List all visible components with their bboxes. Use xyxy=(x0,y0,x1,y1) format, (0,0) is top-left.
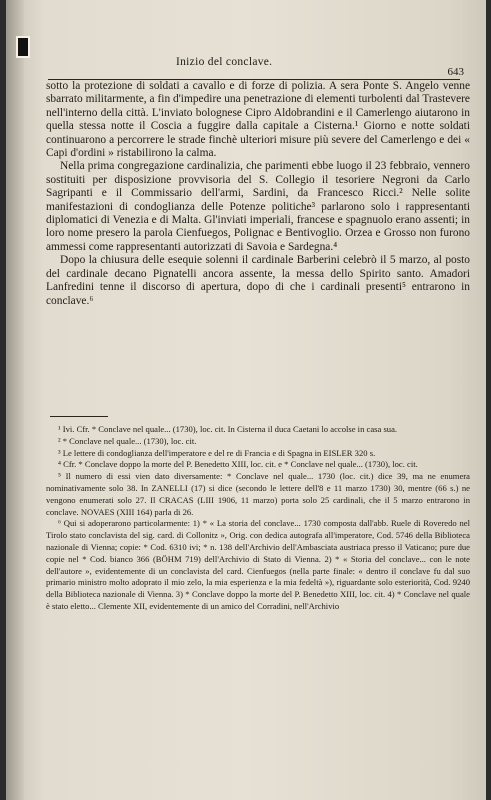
body-paragraph: Nella prima congregazione cardinalizia, che parimenti ebbe luogo il 23 febbraio, vennero sostituiti per disposizione provvisoria del S. Collegio il tesoriere Negroni da Carlo Sagripanti e il Commissario dell'armi, Sardini, da Francesco Ricci.² Nelle solite manifestazioni di condoglianza delle Potenze politiche³ parlarono solo i rappresentanti diplomatici di Venezia e di Malta. Gl'inviati imperiali, francese e spagnuolo erano assenti; in loro nome presero la parola Cienfuegos, Polignac e Bentivoglio. Orzea e Grosso non furono ammessi come rappresentanti autorizzati di Savoia e Sardegna.⁴ xyxy=(46,160,470,253)
body-paragraph: sotto la protezione di soldati a cavallo e di forze di polizia. A sera Ponte S. Angelo venne sbarrato militarmente, a fin d'impedire una penetrazione di elementi turbolenti dal Trastevere nell'interno della città. L'inviato bolognese Cipro Aldobrandini e il Camerlengo aiutarono in quella stessa notte il Coscia a fuggire dalla capitale a Cisterna.¹ Giorno e notte soldati continuarono a percorrere le strade finchè ulteriori misure più severe del Camerlengo e dei « Capi d'ordini » ristabilirono la calma. xyxy=(46,80,470,160)
footnote: ⁶ Qui si adoperarono particolarmente: 1) * « La storia del conclave... 1730 composta dall'abb. Ruele di Roveredo nel Tirolo stato conclavista del sig. card. di Collonitz », Orig. con dedica autografa all'imperatore, Cod. 5746 della Biblioteca nazionale di Vienna; copie: * Cod. 6310 ivi; * n. 138 dell'Archivio dell'Ambasciata austriaca presso il Vaticano; pure due copie nel * Cod. bianco 366 (BÖHM 719) dell'Archivio di Stato di Vienna. 2) * « Storia del conclave... con le note dell'autore », evidentemente di un conclavista del card. Cienfuegos (nella parte finale: « dentro il conclave fu dal suo primario ministro molto adoprato il mio zelo, la mia esperienza e la mia fedeltà »), riguardante solo esteriorità, Cod. 9240 della Biblioteca nazionale di Vienna. 3) * Conclave doppo la morte del P. Benedetto XIII, loc. cit. 4) * Conclave nel quale è stato eletto... Clemente XII, evidentemente di un amico del Corradini, nell'Archivio xyxy=(46,518,470,611)
page-number: 643 xyxy=(447,66,464,78)
body-text xyxy=(46,80,470,308)
body-paragraph: Dopo la chiusura delle esequie solenni il cardinale Barberini celebrò il 5 marzo, al posto del cardinale decano Pignatelli ancora assente, la messa dello Spirito santo. Amadori Lanfredini tenne il discorso di apertura, dopo di che i cardinali presenti⁵ entrarono in conclave.⁶ xyxy=(46,254,470,307)
running-head: Inizio del conclave. xyxy=(176,56,273,68)
footnotes xyxy=(46,424,470,613)
page-binding-shadow xyxy=(6,0,24,800)
footnote: ² * Conclave nel quale... (1730), loc. cit. xyxy=(58,435,197,446)
book-page xyxy=(6,0,486,800)
footnote-rule xyxy=(50,416,108,417)
footnote: ⁴ Cfr. * Conclave doppo la morte del P. Benedetto XIII, loc. cit. e * Conclave nel quale... (1730), loc. cit. xyxy=(58,459,418,470)
footnote: ⁵ Il numero di essi vien dato diversamente: * Conclave nel quale... 1730 (loc. cit.) dice 39, ma ne enumera nominativamente solo 38. In ZANELLI (17) si dice (secondo le lettere dell'8 e 11 marzo 1730) 30, mentre (66 s.) ne vengono enumerati solo 27. Il CRACAS (LIII 1906, 11 marzo) porta solo 25 cardinali, che il 5 marzo entrarono in conclave. NOVAES (XIII 164) parla di 26. xyxy=(46,471,470,517)
footnote: ³ Le lettere di condoglianza dell'imperatore e del re di Francia e di Spagna in EISLER 320 s. xyxy=(58,447,376,458)
page-tab-marker xyxy=(16,36,30,58)
footnote: ¹ Ivi. Cfr. * Conclave nel quale... (1730), loc. cit. In Cisterna il duca Caetani lo accolse in casa sua. xyxy=(58,424,398,434)
